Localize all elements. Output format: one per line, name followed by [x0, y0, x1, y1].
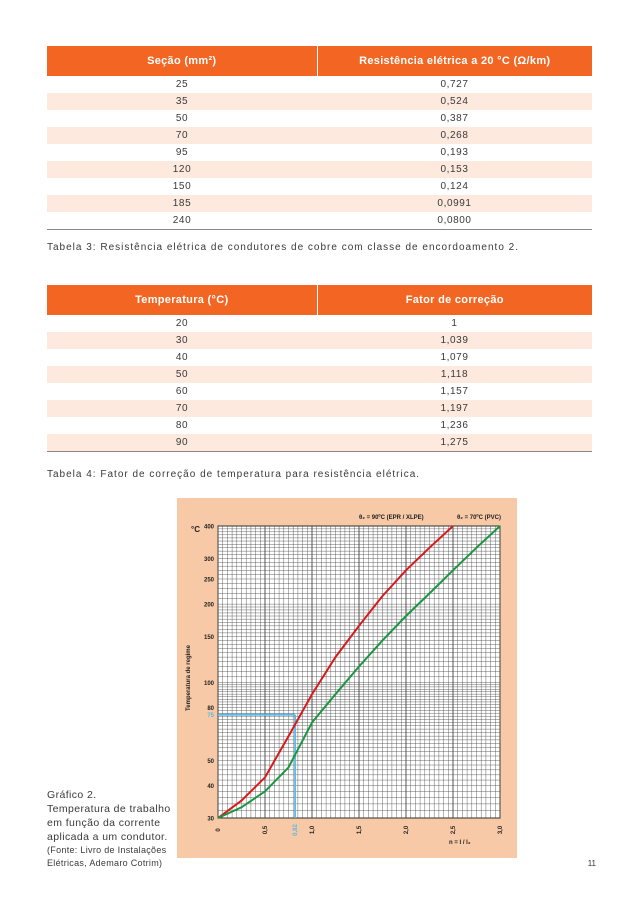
- y-tick-label: 250: [203, 577, 214, 584]
- table-cell: 1,079: [440, 352, 469, 363]
- table-header-cell: Seção (mm²): [47, 46, 317, 76]
- table-cell: 0,268: [317, 127, 592, 144]
- table-cell: 120: [47, 161, 317, 178]
- correction-factor-table: [47, 285, 592, 452]
- table-cell: 1: [451, 318, 458, 329]
- y-axis-label: Temperatura de regime: [186, 645, 192, 711]
- legend-label: θ₂ = 90ºC (EPR / XLPE): [359, 515, 424, 521]
- table-cell: 0,0800: [317, 212, 592, 230]
- y-tick-label: 75: [207, 713, 214, 720]
- table-row: [47, 127, 592, 144]
- table-cell: 0,727: [440, 79, 469, 90]
- x-tick-label: 2,5: [451, 825, 457, 835]
- x-tick-label: 1,0: [310, 825, 316, 835]
- x-tick-label: 2,0: [404, 825, 410, 835]
- table-cell: 150: [172, 181, 192, 192]
- table-row: [47, 212, 592, 230]
- y-tick-label: 400: [203, 524, 214, 531]
- table-cell: 50: [47, 366, 317, 383]
- y-tick-label: 50: [207, 758, 214, 765]
- table-header-cell: Temperatura (°C): [47, 285, 317, 315]
- table-cell: 0,124: [440, 181, 469, 192]
- table-cell: 0,387: [440, 113, 469, 124]
- table-cell: 1,197: [317, 400, 592, 417]
- table-cell: 240: [47, 212, 317, 230]
- page-number: 11: [587, 859, 596, 868]
- table-header-cell: Fator de correção: [317, 285, 592, 315]
- table-cell: 0,153: [317, 161, 592, 178]
- table-cell: 0,193: [440, 147, 469, 158]
- y-tick-label: 40: [207, 784, 214, 791]
- table-cell: 95: [175, 147, 189, 158]
- resistance-table: [47, 46, 592, 230]
- table-cell: 80: [175, 420, 189, 431]
- x-tick-label: 0,82: [293, 824, 300, 836]
- table-cell: 1,275: [317, 434, 592, 452]
- temperature-chart: [177, 498, 517, 858]
- table-row: [47, 76, 592, 93]
- y-tick-label: 80: [207, 705, 214, 712]
- x-axis-label: n = I / I₂: [449, 840, 471, 846]
- table-row: [47, 366, 592, 383]
- table-row: [47, 195, 592, 212]
- table-cell: 0,524: [317, 93, 592, 110]
- x-tick-label: 0,5: [263, 825, 269, 835]
- table-cell: 90: [47, 434, 317, 452]
- table-cell: 35: [47, 93, 317, 110]
- y-tick-label: 200: [203, 602, 214, 609]
- table-cell: 0,0991: [317, 195, 592, 212]
- table-row: [47, 161, 592, 178]
- table-cell: 30: [47, 332, 317, 349]
- table-cell: 70: [47, 400, 317, 417]
- graph-caption-text: Temperatura de trabalho em função da corrente aplicada a um condutor.: [47, 803, 171, 843]
- table-row: [47, 178, 592, 195]
- table-cell: 20: [175, 318, 189, 329]
- table-header-cell: Resistência elétrica a 20 °C (Ω/km): [317, 46, 592, 76]
- table-row: [47, 417, 592, 434]
- table-row: [47, 110, 592, 127]
- table-cell: 70: [47, 127, 317, 144]
- graph-caption-source: (Fonte: Livro de Instalações Elétricas, Ademaro Cotrim): [47, 845, 167, 868]
- table-cell: 25: [175, 79, 189, 90]
- table-row: [47, 400, 592, 417]
- table-row: [47, 434, 592, 452]
- y-tick-label: 100: [203, 680, 214, 687]
- table-row: [47, 93, 592, 110]
- table-cell: 185: [47, 195, 317, 212]
- graph-caption-title: Gráfico 2.: [47, 789, 97, 801]
- x-tick-label: 3,0: [498, 825, 504, 835]
- y-tick-label: 300: [203, 556, 214, 563]
- y-tick-label: 30: [207, 816, 214, 823]
- legend-label: θ₂ = 70ºC (PVC): [457, 515, 501, 521]
- x-tick-label: 1,5: [357, 825, 363, 835]
- table-cell: 40: [175, 352, 189, 363]
- graph-caption: [47, 788, 172, 870]
- chart-svg: [177, 498, 517, 858]
- table-row: [47, 315, 592, 332]
- table-row: [47, 144, 592, 161]
- y-tick-label: 150: [203, 635, 214, 642]
- table-row: [47, 332, 592, 349]
- table-cell: 1,039: [317, 332, 592, 349]
- table-row: [47, 383, 592, 400]
- table-cell: 50: [175, 113, 189, 124]
- table-cell: 1,236: [440, 420, 469, 431]
- y-unit-label: °C: [191, 525, 200, 534]
- table-caption: Tabela 3: Resistência elétrica de condutores de cobre com classe de encordoamento 2.: [47, 242, 520, 253]
- table-cell: 60: [175, 386, 189, 397]
- table-row: [47, 349, 592, 366]
- x-tick-label: 0: [216, 828, 222, 832]
- table-cell: 1,118: [317, 366, 592, 383]
- table-cell: 1,157: [440, 386, 469, 397]
- table-caption: Tabela 4: Fator de correção de temperatura para resistência elétrica.: [47, 469, 421, 480]
